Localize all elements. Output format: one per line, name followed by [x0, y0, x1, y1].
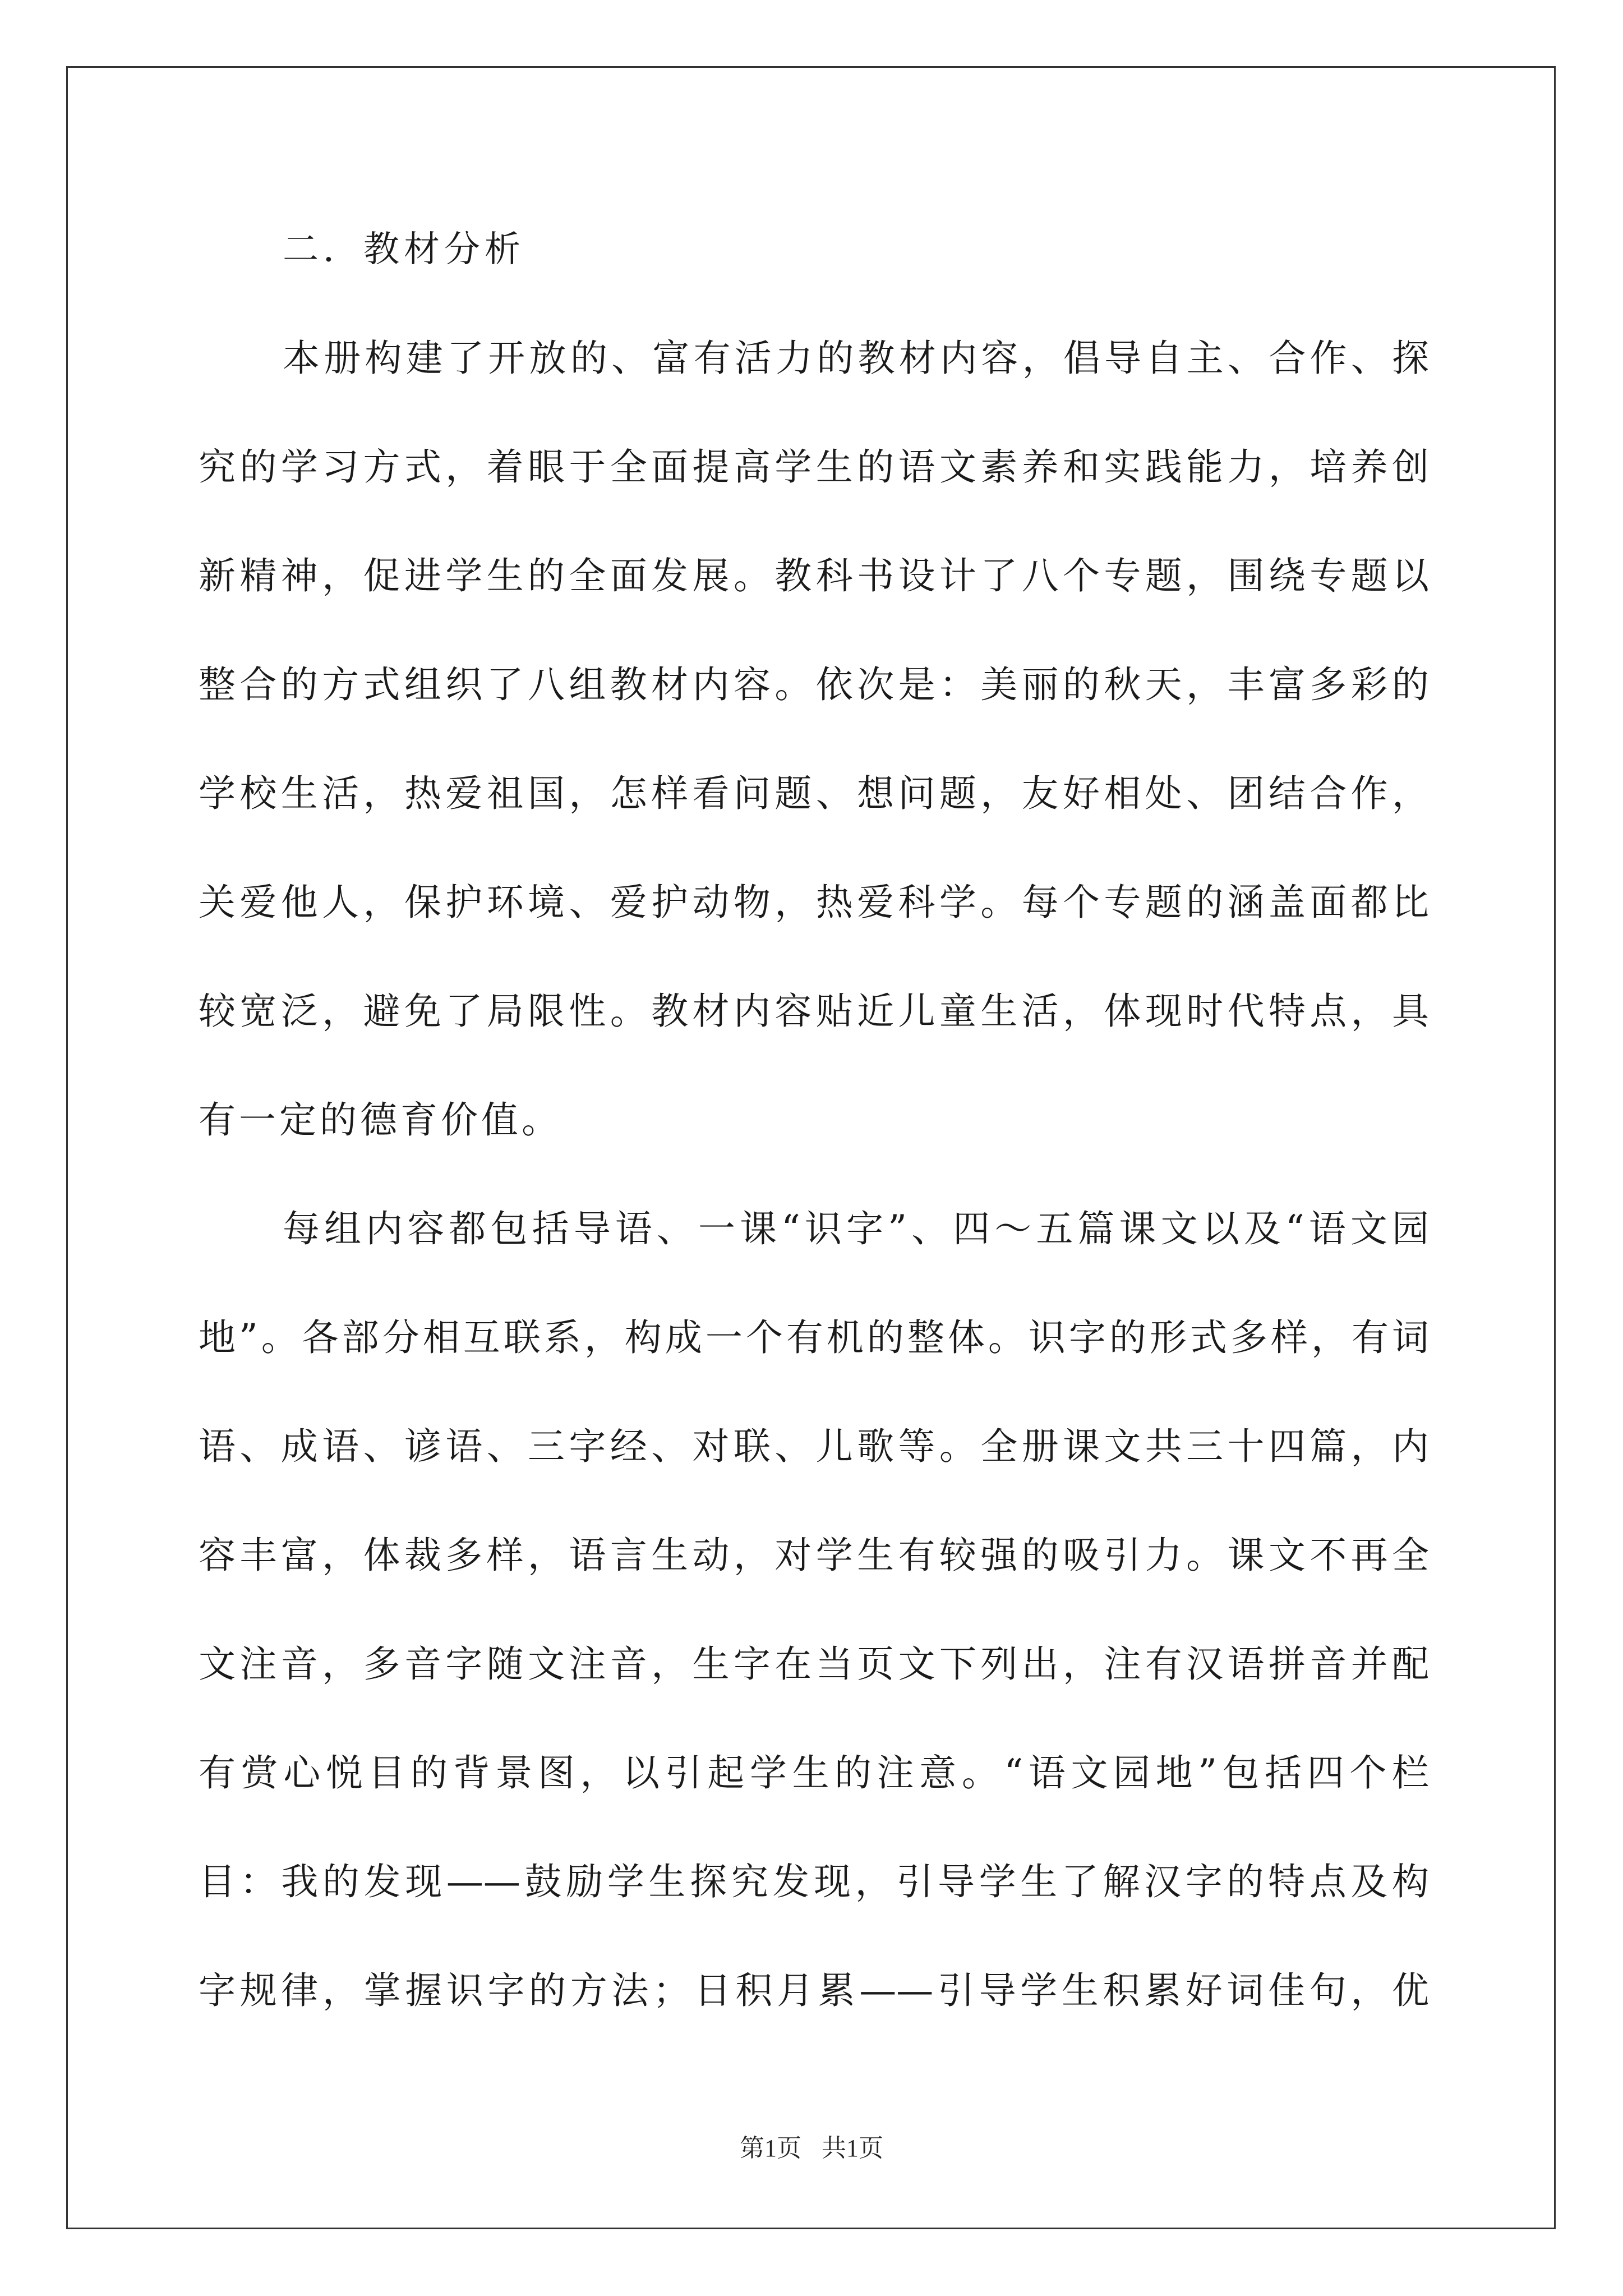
paragraph-1-line-3: 新精神，促进学生的全面发展。教科书设计了八个专题，围绕专题以	[199, 554, 1429, 597]
paragraph-1-line-2: 究的学习方式，着眼于全面提高学生的语文素养和实践能力，培养创	[199, 445, 1429, 489]
section-heading: 二．教材分析	[283, 229, 525, 270]
page-number-total: 共1页	[822, 2134, 883, 2162]
paragraph-2-line-6: 有赏心悦目的背景图，以引起学生的注意。“语文园地”包括四个栏	[199, 1751, 1429, 1795]
paragraph-1-line-1: 本册构建了开放的、富有活力的教材内容，倡导自主、合作、探	[283, 337, 1429, 380]
paragraph-2-line-3: 语、成语、谚语、三字经、对联、儿歌等。全册课文共三十四篇，内	[199, 1425, 1429, 1468]
paragraph-2-line-4: 容丰富，体裁多样，语言生动，对学生有较强的吸引力。课文不再全	[199, 1534, 1429, 1577]
paragraph-2-line-2: 地”。各部分相互联系，构成一个有机的整体。识字的形式多样，有词	[199, 1316, 1429, 1359]
paragraph-1-line-6: 关爱他人，保护环境、爱护动物，热爱科学。每个专题的涵盖面都比	[199, 881, 1429, 924]
page-footer	[0, 2132, 1623, 2165]
paragraph-1-line-5: 学校生活，热爱祖国，怎样看问题、想问题，友好相处、团结合作，	[199, 772, 1429, 815]
paragraph-2-line-8: 字规律，掌握识字的方法；日积月累——引导学生积累好词佳句，优	[199, 1969, 1429, 2012]
paragraph-1-line-4: 整合的方式组织了八组教材内容。依次是：美丽的秋天，丰富多彩的	[199, 663, 1429, 706]
paragraph-2-line-1: 每组内容都包括导语、一课“识字”、四～五篇课文以及“语文园	[283, 1207, 1429, 1250]
page-number-current: 第1页	[740, 2134, 801, 2162]
paragraph-2-line-5: 文注音，多音字随文注音，生字在当页文下列出，注有汉语拼音并配	[199, 1642, 1429, 1686]
paragraph-2-line-7: 目：我的发现——鼓励学生探究发现，引导学生了解汉字的特点及构	[199, 1860, 1429, 1903]
paragraph-1-line-8: 有一定的德育价值。	[199, 1098, 562, 1142]
paragraph-1-line-7: 较宽泛，避免了局限性。教材内容贴近儿童生活，体现时代特点，具	[199, 990, 1429, 1033]
